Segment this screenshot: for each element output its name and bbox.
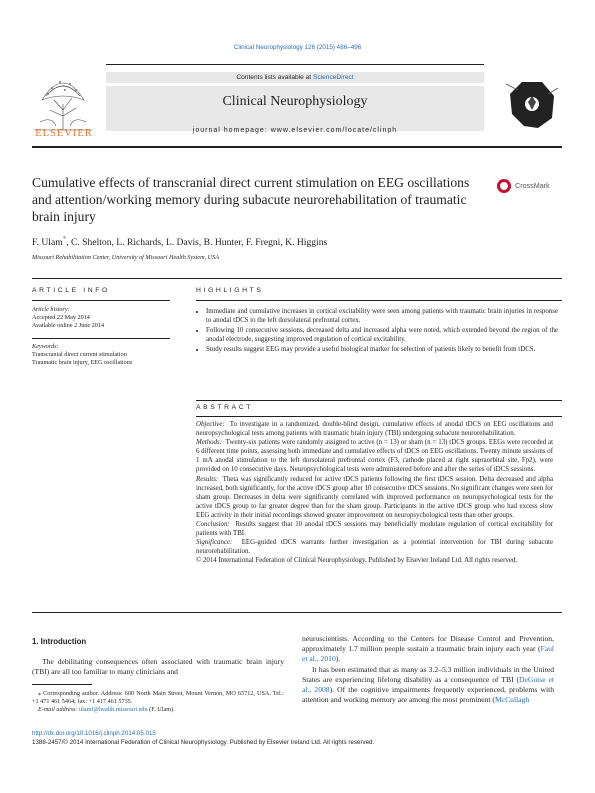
intro-paragraph-2: neuroscientists. According to the Centers for Disease Control and Prevention, approximately 1.7 million people sustain a traumatic brain injury each year (Faul et al., 2010). bbox=[302, 634, 554, 664]
journal-cover-image bbox=[502, 68, 562, 138]
corresponding-author-footnote: ⁎ Corresponding author. Address: 600 North Main Street, Mount Vernon, MO 65712, USA. Tel.: +1 471 461 5464; fax: +1 417 461 5735. E-mail address: ulamf@health.missouri.edu (F. Ulam). bbox=[32, 690, 284, 714]
elsevier-wordmark: ELSEVIER bbox=[35, 128, 93, 139]
crossmark-badge[interactable] bbox=[497, 178, 567, 196]
journal-reference[interactable]: Clinical Neurophysiology 126 (2015) 486–496 bbox=[233, 44, 362, 51]
highlights-heading: HIGHLIGHTS bbox=[196, 287, 264, 294]
affiliation: Missouri Rehabilitation Center, University of Missouri Health System, USA bbox=[32, 254, 219, 261]
abstract-body bbox=[196, 420, 553, 566]
authors: F. Ulam*, C. Shelton, L. Richards, L. Davis, B. Hunter, F. Fregni, K. Higgins bbox=[32, 235, 328, 249]
intro-paragraph-1: The debilitating consequences often associated with traumatic brain injury (TBI) are all too familiar to many clinicians and bbox=[32, 657, 284, 677]
article-info-heading: ARTICLE INFO bbox=[32, 287, 110, 294]
crossmark-icon bbox=[497, 179, 511, 193]
abstract-objective: Objective: To investigate in a randomized, double-blind design, cumulative effects of anodal tDCS on EEG oscillations and neuropsychological tests among patients with traumatic brain injury (TBI) undergoing subacute neurorehabilitation. bbox=[196, 421, 553, 438]
abstract-conclusion: Conclusion: Results suggest that 10 anodal tDCS sessions may beneficially modulate regulation of cortical excitability for patients with TBI. bbox=[196, 521, 553, 538]
masthead-band bbox=[106, 64, 484, 146]
citation-link[interactable]: Faul et al., 2010 bbox=[302, 644, 554, 664]
citation-link[interactable]: DeGuise et al., 2008 bbox=[302, 674, 554, 695]
article-history: Article history: Accepted 22 May 2014 Available online 2 June 2014 bbox=[32, 306, 105, 330]
article-title: Cumulative effects of transcranial direct current stimulation on EEG oscillations and attention/working memory during subacute neurorehabilitation of traumatic brain injury bbox=[32, 175, 470, 224]
abstract-heading: ABSTRACT bbox=[196, 404, 254, 411]
journal-homepage[interactable]: journal homepage: www.elsevier.com/locate/clinph bbox=[192, 127, 398, 134]
masthead bbox=[32, 64, 562, 146]
intro-heading: 1. Introduction bbox=[32, 637, 87, 646]
masthead-rule bbox=[32, 146, 562, 148]
highlight-item: • Following 10 consecutive sessions, decreased delta and increased alpha were noted, which extended beyond the region of the anodal electrode, suggesting improved regulation of cortical excitability. bbox=[206, 326, 558, 344]
intro-right-column bbox=[302, 634, 554, 705]
author-email-link[interactable]: ulamf@health.missouri.edu bbox=[79, 706, 148, 714]
abstract-results: Results: Theta was significantly reduced for active tDCS patients following the first tDCS session. Delta decreased and alpha increased, both significantly, for the active tDCS group after 10 consecutive tDCS sessions. No significant changes were seen for sham group. Decreases in delta were significantly correlated with improved performance on neuropsychological tests for the active tDCS group to far greater degree than for the sham group. Participants in the active tDCS group who had excess slow EEG activity in their initial recordings showed greater improvement on neuropsychological tests than other groups. bbox=[196, 475, 553, 519]
highlight-item: • Immediate and cumulative increases in cortical excitability were seen among patients with traumatic brain injuries in response to anodal tDCS to the left dorsolateral prefrontal cortex. bbox=[206, 307, 558, 325]
intro-paragraph-3: It has been estimated that as many as 3.2–5.3 million individuals in the United States are experiencing lifelong disability as a consequence of TBI (DeGuise et al., 2008). Of the cognitive impairments frequently experienced, problems with attention and working memory are among the most prominent (McCullagh bbox=[302, 664, 554, 705]
citation-link[interactable]: McCullagh bbox=[494, 695, 530, 705]
highlights-list bbox=[196, 307, 558, 355]
highlight-item: • Study results suggest EEG may provide a useful biological marker for selection of patients likely to benefit from tDCS. bbox=[206, 345, 558, 354]
abstract-methods: Methods: Twenty-six patients were randomly assigned to active (n = 13) or sham (n = 13) tDCS groups. EEGs were recorded at 6 different time points, assessing both immediate and cumulative effects of tDCS on EEG oscillations. Twenty minute sessions of 1 mA anodal stimulation to the left dorsolateral prefrontal cortex (F3, cathode placed at right supraorbital site, Fp2), were provided on 10 consecutive days. Neuropsychological tests were administered before and after the series of tDCS sessions. bbox=[196, 439, 554, 474]
keywords: Keywords: Transcranial direct current stimulation Traumatic brain injury, EEG oscillations bbox=[32, 343, 133, 367]
issn-copyright: 1388-2457/© 2014 International Federation of Clinical Neurophysiology. Published by Elsevier Ireland Ltd. All rights reserved. bbox=[32, 739, 375, 746]
doi-link[interactable]: http://dx.doi.org/10.1016/j.clinph.2014.05.015 bbox=[32, 730, 156, 737]
journal-title: Clinical Neurophysiology bbox=[222, 94, 368, 109]
elsevier-tree-logo bbox=[32, 70, 94, 132]
crossmark-label: CrossMark bbox=[515, 181, 550, 190]
abstract-copyright: © 2014 International Federation of Clinical Neurophysiology. Published by Elsevier Ireland Ltd. All rights reserved. bbox=[196, 557, 518, 565]
abstract-significance: Significance: EEG-guided tDCS warrants further investigation as a potential intervention for TBI during subacute neurorehabilitation. bbox=[196, 539, 553, 556]
contents-line: Contents lists available at ScienceDirect bbox=[106, 72, 484, 83]
corresponding-author-marker[interactable]: * bbox=[62, 235, 67, 243]
sciencedirect-link[interactable]: ScienceDirect bbox=[312, 74, 354, 81]
